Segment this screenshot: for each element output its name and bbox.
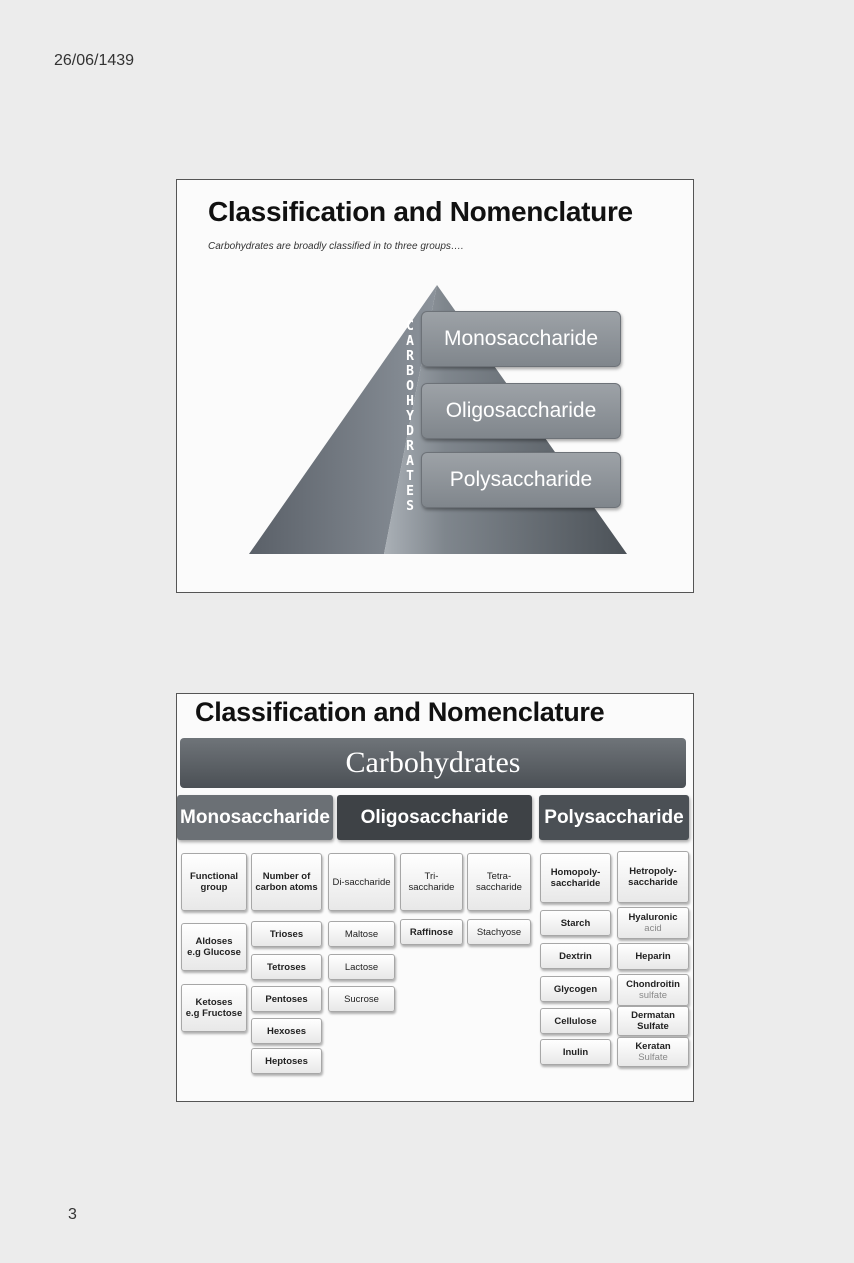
heteropolysaccharide-header: Hetropoly-saccharide — [617, 851, 689, 903]
disaccharide-header: Di-saccharide — [328, 853, 395, 911]
vertical-letter: R — [406, 439, 414, 454]
trisaccharide-header: Tri-saccharide — [400, 853, 463, 911]
carbon-atoms-header: Number of carbon atoms — [251, 853, 322, 911]
ketoses-label: Ketoses — [195, 997, 233, 1008]
tier-monosaccharide: Monosaccharide — [421, 311, 621, 367]
category-monosaccharide: Monosaccharide — [177, 795, 333, 840]
list-item: Glycogen — [540, 976, 611, 1002]
list-item — [617, 1006, 689, 1036]
vertical-letter: Y — [406, 409, 414, 424]
slide1-subtitle: Carbohydrates are broadly classified in to three groups…. — [208, 241, 464, 252]
homopolysaccharide-header: Homopoly-saccharide — [540, 853, 611, 903]
list-item: Hexoses — [251, 1018, 322, 1044]
vertical-letter: B — [406, 364, 414, 379]
item-suffix: sulfate — [639, 990, 667, 1001]
item-suffix: Sulfate — [638, 1052, 668, 1063]
category-oligosaccharide: Oligosaccharide — [337, 795, 532, 840]
list-item: Sucrose — [328, 986, 395, 1012]
item-name: Hyaluronic — [628, 912, 678, 923]
list-item: Dextrin — [540, 943, 611, 969]
aldoses-example: e.g Glucose — [187, 947, 241, 958]
vertical-letter: O — [406, 379, 414, 394]
vertical-letter: S — [406, 499, 414, 514]
list-item: Tetroses — [251, 954, 322, 980]
vertical-letter: H — [406, 394, 414, 409]
vertical-letter: A — [406, 454, 414, 469]
list-item — [617, 907, 689, 939]
aldoses-label: Aldoses — [195, 936, 233, 947]
slide2-title: Classification and Nomenclature — [195, 697, 605, 727]
vertical-letter: E — [406, 484, 414, 499]
slide-carbohydrate-classification — [176, 693, 694, 1102]
vertical-letter: D — [406, 424, 414, 439]
slide-carbohydrate-groups — [176, 179, 694, 593]
list-item: Starch — [540, 910, 611, 936]
ketoses-example: e.g Fructose — [185, 1008, 243, 1019]
list-item: Lactose — [328, 954, 395, 980]
vertical-carbohydrates-label — [403, 319, 417, 514]
page-number: 3 — [68, 1206, 77, 1223]
list-item: Heptoses — [251, 1048, 322, 1074]
list-item — [617, 974, 689, 1006]
item-name: Dermatan — [631, 1010, 675, 1021]
vertical-letter: T — [406, 469, 414, 484]
list-item: Trioses — [251, 921, 322, 947]
item-name: Chondroitin — [626, 979, 680, 990]
item-name: Keratan — [635, 1041, 671, 1052]
list-item: Stachyose — [467, 919, 531, 945]
tier-polysaccharide: Polysaccharide — [421, 452, 621, 508]
carbohydrates-banner: Carbohydrates — [180, 738, 686, 788]
ketoses-box — [181, 984, 247, 1032]
vertical-letter: A — [406, 334, 414, 349]
item-suffix: Sulfate — [637, 1021, 669, 1032]
slide1-title: Classification and Nomenclature — [208, 196, 633, 227]
list-item: Inulin — [540, 1039, 611, 1065]
list-item: Heparin — [617, 943, 689, 970]
aldoses-box — [181, 923, 247, 971]
item-suffix: acid — [644, 923, 662, 934]
category-polysaccharide: Polysaccharide — [539, 795, 689, 840]
tier-oligosaccharide: Oligosaccharide — [421, 383, 621, 439]
page-date: 26/06/1439 — [54, 52, 135, 69]
functional-group-header: Functional group — [181, 853, 247, 911]
list-item: Pentoses — [251, 986, 322, 1012]
tetrasaccharide-header: Tetra-saccharide — [467, 853, 531, 911]
list-item — [617, 1037, 689, 1067]
vertical-letter: C — [406, 319, 414, 334]
list-item: Raffinose — [400, 919, 463, 945]
list-item: Cellulose — [540, 1008, 611, 1034]
list-item: Maltose — [328, 921, 395, 947]
vertical-letter: R — [406, 349, 414, 364]
